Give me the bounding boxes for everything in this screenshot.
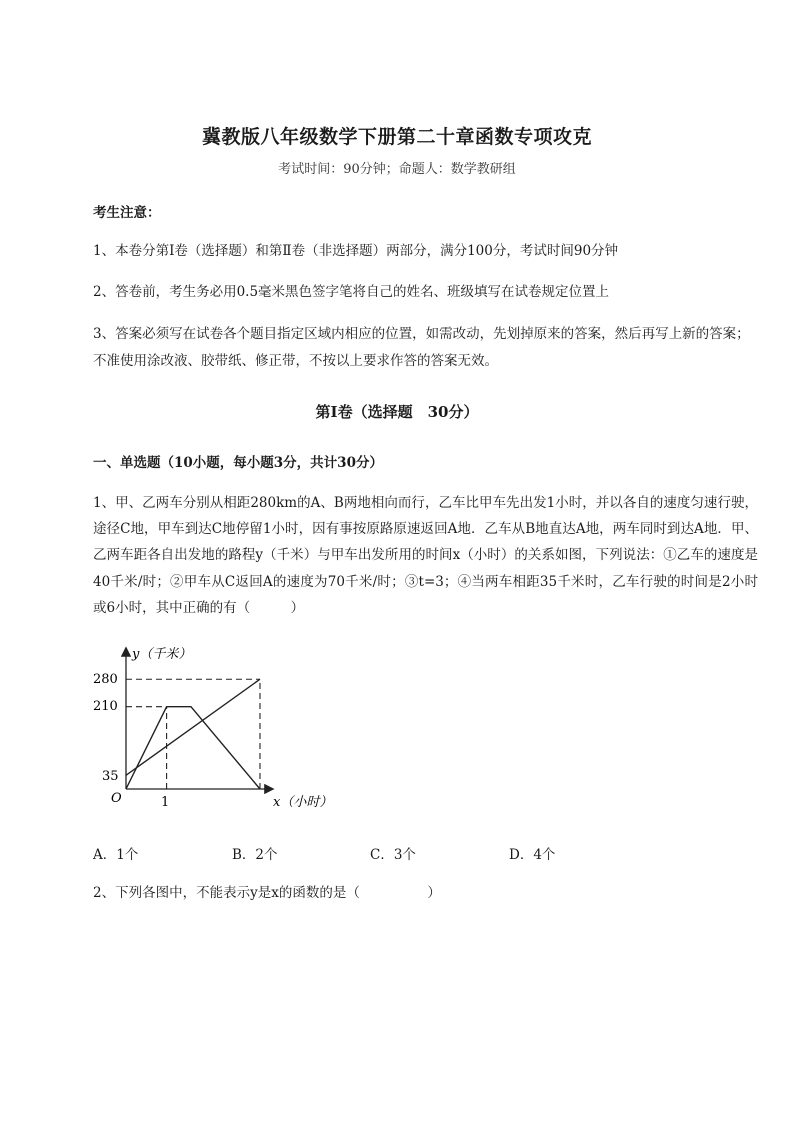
question-1-text: 1、甲、乙两车分别从相距280km的A、B两地相向而行，乙车比甲车先出发1小时，并以各自的速度匀速行驶，途径C地，甲车到达C地停留1小时，因有事按原路原速返回A地．乙车从B地直达A地，两车同时到达A地．甲、乙两车距各自出发地的路程y（千米）与甲车出发所用的时间x（小时）的关系如图，下列说法：①乙车的速度是40千米/时；②甲车从C返回A的速度为70千米/时；③t=3；④当两车相距35千米时，乙车行驶的时间是2小时或6小时，其中正确的有（ ） — [93, 495, 758, 616]
notice-item-2: 2、答卷前，考生务必用0.5毫米黑色签字笔将自己的姓名、班级填写在试卷规定位置上 — [93, 284, 610, 300]
notice-item-1: 1、本卷分第I卷（选择题）和第Ⅱ卷（非选择题）两部分，满分100分，考试时间90分钟 — [93, 243, 619, 259]
question-1-graph — [90, 635, 390, 835]
notice-heading: 考生注意： — [93, 205, 161, 221]
x-tick-1: 1 — [161, 795, 170, 810]
notice-item-3: 3、答案必须写在试卷各个题目指定区域内相应的位置，如需改动，先划掉原来的答案，然后再写上新的答案；不准使用涂改液、胶带纸、修正带，不按以上要求作答的答案无效。 — [93, 326, 750, 369]
series-line-yi — [126, 679, 260, 775]
origin-label: O — [111, 791, 122, 806]
option-a[interactable]: A．1个 — [93, 847, 139, 863]
question-type-heading: 一、单选题（10小题，每小题3分，共计30分） — [93, 455, 383, 471]
option-b[interactable]: B．2个 — [232, 847, 278, 863]
series-line-jia — [126, 707, 260, 789]
exam-title: 冀教版八年级数学下册第二十章函数专项攻克 — [201, 126, 592, 148]
exam-subtitle: 考试时间：90分钟；命题人：数学教研组 — [278, 162, 516, 177]
y-axis-label: y（千米） — [132, 647, 192, 662]
option-d[interactable]: D．4个 — [509, 847, 556, 863]
x-axis-label: x（小时） — [273, 795, 333, 810]
y-tick-35: 35 — [102, 769, 119, 784]
y-tick-280: 280 — [93, 672, 118, 687]
y-tick-210: 210 — [93, 699, 118, 714]
section-title: 第I卷（选择题 30分） — [315, 403, 479, 421]
question-2-text: 2、下列各图中，不能表示y是x的函数的是（ ） — [93, 885, 441, 901]
option-c[interactable]: C．3个 — [370, 847, 416, 863]
